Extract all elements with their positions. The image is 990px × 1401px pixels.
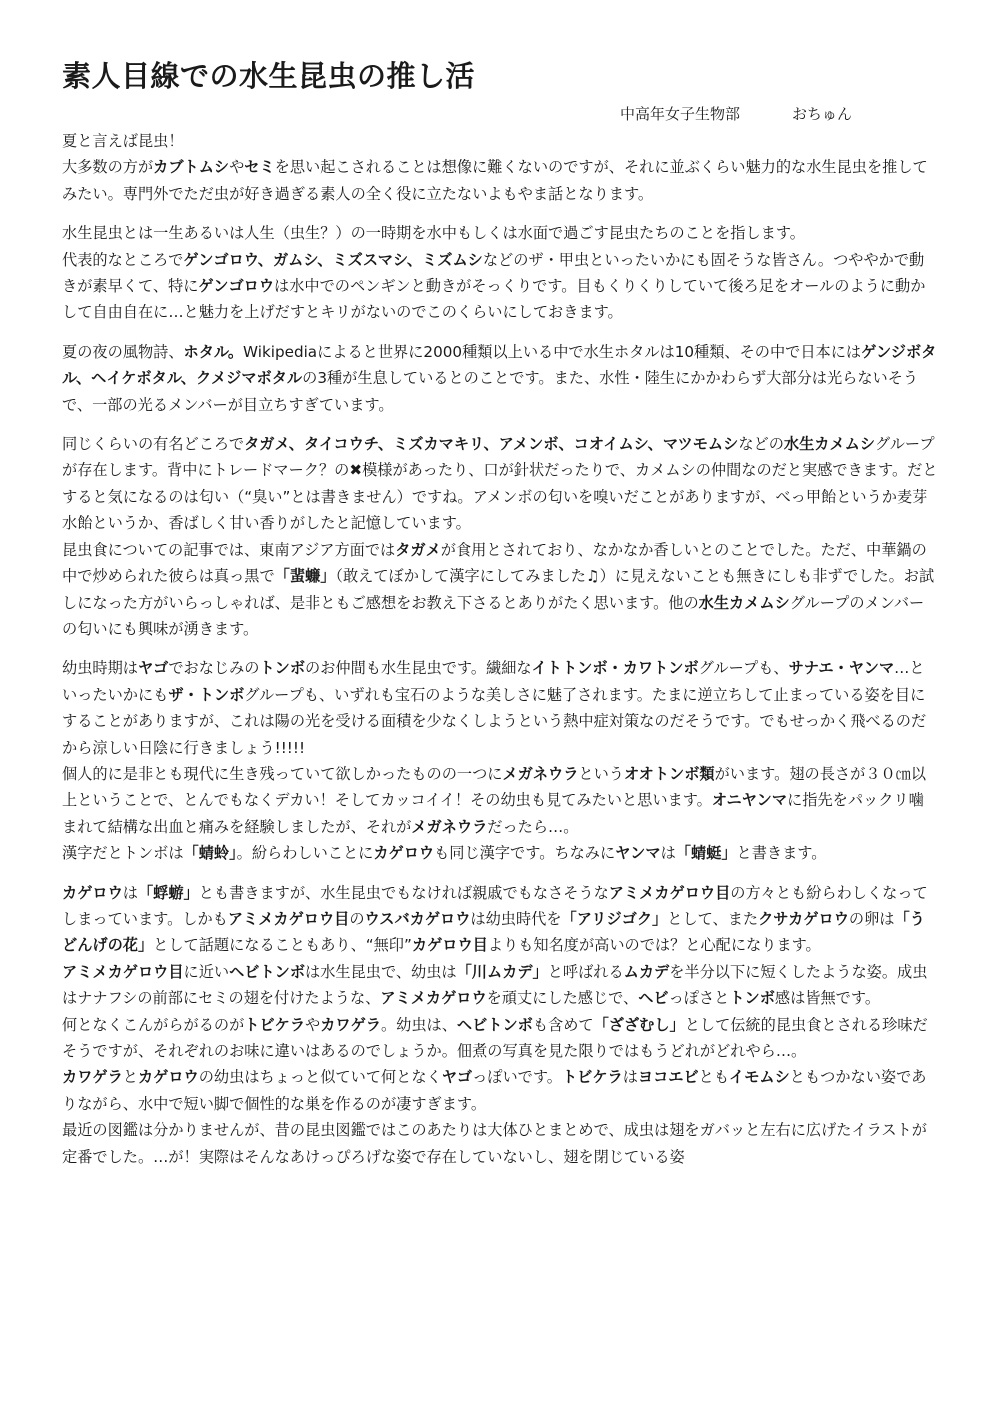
text-segment: が食用とされており、なかなか香しいとのことでした。ただ、中華鍋の中で炒められた彼らは真っ黒で: [62, 540, 927, 586]
bold-term: ゲンゴロウ: [198, 277, 275, 296]
text-segment: グループも、: [698, 659, 789, 678]
bold-term: 水生カメムシ: [698, 593, 790, 612]
text-segment: に指先をパックリ噛まれて結構な出血と痛みを経験しましたが、それが: [62, 791, 924, 836]
text-segment: 何となくこんがらがるのが: [62, 1015, 245, 1034]
bold-term: ゲンジボタル、ヘイケボタル、クメジマボタル: [62, 342, 937, 388]
article-body: [62, 128, 938, 1170]
text-segment: グループのメンバーの匂いにも興味が湧きます。: [62, 593, 925, 638]
bold-term: オニヤンマ: [711, 791, 788, 810]
text-segment: とも書きますが、水生昆虫でもなければ親戚でもなさそうな: [198, 883, 609, 902]
bold-term: 水生カメムシ: [783, 435, 875, 454]
text-segment: などのザ・甲虫といったいかにも固そうな皆さん。つややかで動きが素早くて、特に: [62, 250, 925, 296]
text-segment: …といったいかにも: [62, 659, 925, 704]
bold-term: カブトムシ: [153, 158, 230, 177]
bold-term: ムカデ: [623, 962, 670, 981]
text-segment: グループも、いずれも宝石のような美しさに魅了されます。たまに逆立ちして止まっている姿を目にすることがありますが、これは陽の光を受ける面積を少なくしようという熱中症対策なのだそうです。でもせっかく飛べるのだから涼しい日陰に行きましょう!!!!!: [62, 685, 927, 757]
bold-term: カゲロウ: [373, 844, 435, 863]
text-segment: っぽさと: [668, 989, 730, 1008]
bold-term: メガネウラ: [502, 764, 579, 783]
paragraph: [62, 154, 938, 207]
bold-term: クサカゲロウ: [758, 909, 849, 928]
bold-term: タガメ、タイコウチ、ミズカマキリ、アメンボ、コオイムシ、マツモムシ: [244, 435, 739, 454]
paragraph: [62, 339, 938, 418]
bold-term: 「蜻蛉」: [183, 844, 237, 863]
text-segment: という: [578, 764, 624, 783]
bold-term: カゲロウ: [137, 1068, 199, 1087]
text-segment: の: [349, 909, 365, 928]
text-segment: とも: [698, 1068, 730, 1087]
text-segment: 幼虫時期は: [62, 659, 138, 678]
text-segment: として話題になることもあり、“無印”: [153, 936, 412, 955]
bold-term: 「アリジゴク」: [561, 909, 668, 928]
text-segment: グループが存在します。背中にトレードマーク？の✖模様があったり、口が針状だったりで、カメムシの仲間なのだと実感できます。だとすると気になるのは匂い（“臭い”とは書きません）ですね。アメンボの匂いを嗅いだことがありますが、べっ甲飴というか麦芽水飴というか、香ばしく甘い香りがしたと記憶しています。: [62, 435, 938, 533]
document-title: 素人目線での水生昆虫の推し活: [62, 59, 476, 93]
text-segment: は: [622, 1068, 638, 1087]
text-segment: と呼ばれる: [547, 962, 624, 981]
text-segment: 最近の図鑑は分かりませんが、昔の昆虫図鑑ではこのあたりは大体ひとまとめで、成虫は翅をガバッと左右に広げたイラストが定番でした。…が！実際はそんなあけっぴろげな姿で存在していないし、翅を閉じている姿: [62, 1121, 927, 1166]
bold-term: ヤゴ: [441, 1068, 473, 1087]
text-segment: 漢字だとトンボは: [62, 844, 184, 863]
text-segment: も含めて: [532, 1015, 594, 1034]
bold-term: オオトンボ類: [623, 764, 715, 783]
text-segment: は: [122, 883, 138, 902]
bold-term: セミ: [244, 158, 275, 177]
bold-term: 「ざざむし」: [593, 1015, 685, 1034]
bold-term: 「川ムカデ」: [456, 962, 548, 981]
text-segment: として伝統的昆虫食とされる珍味だそうですが、それぞれのお味に違いはあるのでしょうか。佃煮の写真を見た限りではもうどれがどれやら…。: [62, 1015, 928, 1060]
text-segment: と書きます。: [736, 844, 827, 863]
paragraph: [62, 1064, 938, 1117]
bold-term: ヘビトンボ: [456, 1015, 533, 1034]
text-segment: 。紛らわしいことに: [236, 844, 374, 863]
bold-term: アミメカゲロウ: [380, 989, 487, 1008]
text-segment: を半分以下に短くしたような姿。成虫はナナフシの前部にセミの翅を付けたような、: [62, 962, 928, 1008]
text-segment: として、また: [667, 909, 759, 928]
text-segment: でおなじみの: [168, 659, 260, 678]
text-segment: 昆虫食についての記事では、東南アジア方面では: [62, 540, 396, 559]
bold-term: カゲロウ: [62, 883, 123, 902]
bold-term: サナエ・ヤンマ: [788, 659, 895, 678]
bold-term: イトトンボ・カワトンボ: [531, 659, 699, 678]
paragraph: [62, 840, 938, 866]
bold-term: カゲロウ目: [411, 936, 488, 955]
text-segment: を思い起こされることは想像に難くないのですが、それに並ぶくらい魅力的な水生昆虫を推してみたい。専門外でただ虫が好き過ぎる素人の全く役に立たないよもやま話となります。: [62, 158, 928, 203]
text-segment: の卵は: [848, 909, 895, 928]
paragraph: [62, 128, 938, 154]
text-segment: ともつかない姿でありながら、水中で短い脚で個性的な巣を作るのが凄すぎます。: [62, 1068, 927, 1113]
text-segment: や: [229, 158, 245, 177]
text-segment: 夏と言えば昆虫！: [62, 132, 184, 150]
text-segment: 大多数の方が: [62, 158, 154, 177]
text-segment: 水生昆虫とは一生あるいは人生（虫生？）の一時期を水中もしくは水面で過ごす昆虫たちのことを指します。: [62, 224, 805, 243]
text-segment: や: [305, 1015, 321, 1034]
text-segment: は水生昆虫で、幼虫は: [305, 962, 457, 981]
paragraph: [62, 655, 938, 761]
text-segment: 感は皆無です。: [774, 989, 881, 1008]
text-segment: のお仲間も水生昆虫です。繊細な: [305, 659, 532, 678]
bold-term: 「蜚蠊」: [274, 567, 336, 586]
text-segment: 同じくらいの有名どころで: [62, 435, 245, 454]
author-affiliation: 中高年女子生物部: [620, 105, 741, 123]
paragraph: [62, 880, 938, 959]
bold-term: トンボ: [729, 989, 775, 1008]
text-segment: は: [660, 844, 676, 863]
bold-term: メガネウラ: [411, 817, 488, 836]
bold-term: タガメ: [395, 540, 441, 559]
bold-term: 「うどんげの花」: [62, 909, 925, 955]
text-segment: は水中でのペンギンと動きがそっくりです。目もくりくりしていて後ろ足をオールのように動かして自由自在に…と魅力を上げだすとキリがないのでこのくらいにしておきます。: [62, 277, 926, 322]
text-segment: 個人的に是非とも現代に生き残っていて欲しかったものの一つに: [62, 764, 503, 783]
bold-term: アミメカゲロウ目: [608, 883, 731, 902]
text-segment: を頑丈にした感じで、: [486, 989, 639, 1008]
paragraph: [62, 1012, 938, 1065]
bold-term: 「蜻蜓」: [675, 844, 737, 863]
byline: [62, 102, 938, 126]
paragraph: [62, 431, 938, 537]
bold-term: ウスバカゲロウ: [364, 909, 471, 928]
bold-term: 「蜉蝣」: [137, 883, 199, 902]
text-segment: がいます。翅の長さが３０㎝以上ということで、とんでもなくデカい！そしてカッコイイ！その幼虫も見てみたいと思います。: [62, 764, 927, 810]
bold-term: ヨコエビ: [637, 1068, 699, 1087]
text-segment: 夏の夜の風物詩、: [62, 342, 184, 361]
text-segment: 。幼虫は、: [380, 1015, 457, 1034]
paragraph: [62, 1117, 938, 1170]
bold-term: ゲンゴロウ、ガムシ、ミズスマシ、ミズムシ: [183, 250, 483, 269]
bold-term: ホタル。: [183, 342, 244, 361]
bold-term: ザ・トンボ: [168, 685, 245, 704]
text-segment: は幼虫時代を: [470, 909, 562, 928]
bold-term: トビケラ: [244, 1015, 305, 1034]
text-segment: などの: [738, 435, 784, 454]
text-segment: （敢えてぼかして漢字にしてみました♫）に見えないことも無きにしも非ずでした。お試しになった方がいらっしゃれば、是非ともご感想をお教え下さるとありがたく思います。他の: [62, 567, 935, 612]
bold-term: ヤゴ: [137, 659, 169, 678]
bold-term: ヤンマ: [615, 844, 661, 863]
bold-term: カワゲラ: [320, 1015, 381, 1034]
text-segment: に近い: [183, 962, 230, 981]
author-name: おちゅん: [792, 105, 853, 123]
text-segment: も同じ漢字です。ちなみに: [434, 844, 616, 863]
bold-term: カワゲラ: [62, 1068, 123, 1087]
paragraph: [62, 220, 938, 246]
paragraph: [62, 761, 938, 840]
bold-term: トビケラ: [561, 1068, 623, 1087]
bold-term: アミメカゲロウ目: [62, 962, 184, 981]
bold-term: ヘビ: [638, 989, 669, 1008]
paragraph: [62, 959, 938, 1012]
bold-term: アミメカゲロウ目: [227, 909, 350, 928]
paragraph: [62, 247, 938, 326]
text-segment: だったら…。: [487, 817, 579, 836]
bold-term: トンボ: [259, 659, 305, 678]
text-segment: っぽいです。: [472, 1068, 562, 1087]
text-segment: の幼虫はちょっと似ていて何となく: [198, 1068, 442, 1087]
text-segment: と: [122, 1068, 138, 1087]
text-segment: の3種が生息しているとのことです。また、水性・陸生にかかわらず大部分は光らないそうで、一部の光るメンバーが目立ちすぎています。: [62, 369, 919, 414]
bold-term: ヘビトンボ: [229, 962, 305, 981]
text-segment: 代表的なところで: [62, 250, 184, 269]
text-segment: の方々とも紛らわしくなってしまっています。しかも: [62, 883, 928, 928]
bold-term: イモムシ: [729, 1068, 790, 1087]
text-segment: よりも知名度が高いのでは？と心配になります。: [487, 936, 821, 955]
paragraph: [62, 537, 938, 643]
text-segment: Wikipediaによると世界に2000種類以上いる中で水生ホタルは10種類、その中で日本には: [243, 342, 862, 361]
document-page: [62, 56, 938, 1170]
